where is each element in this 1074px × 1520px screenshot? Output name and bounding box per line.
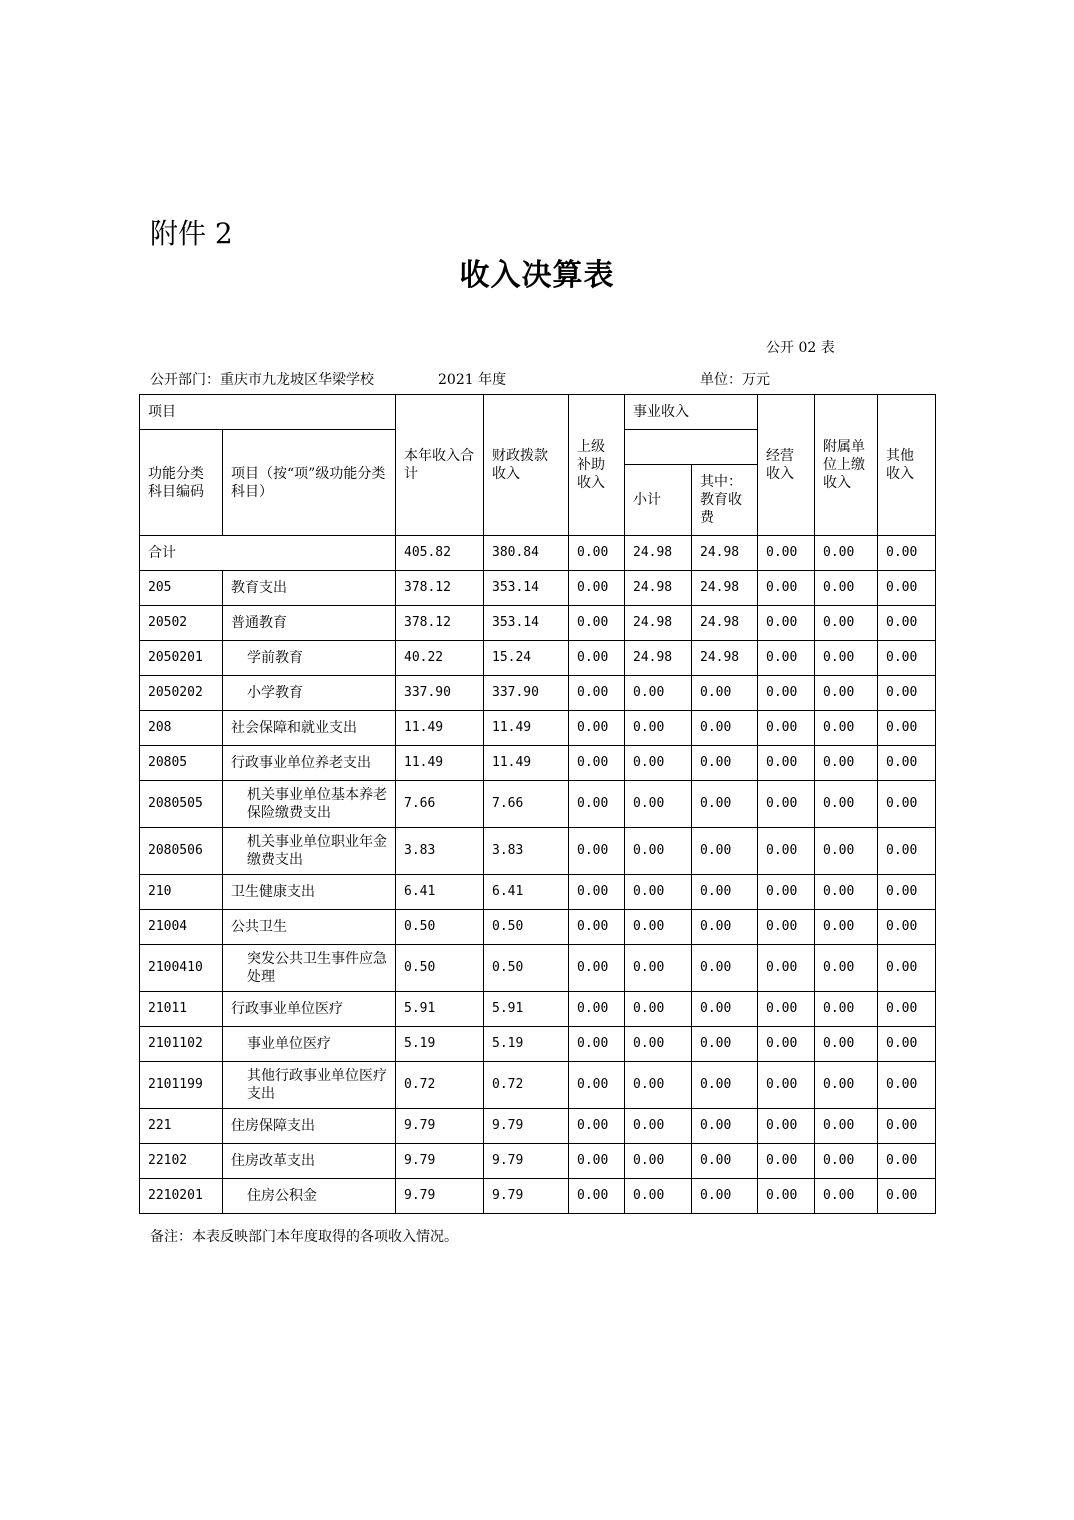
row-value: 0.00: [758, 711, 815, 746]
row-name: 行政事业单位医疗: [223, 992, 396, 1027]
row-value: 6.41: [484, 875, 569, 910]
row-value: 7.66: [396, 781, 484, 828]
header-subsidy: 上级补助收入: [569, 395, 625, 536]
header-other: 其他收入: [878, 395, 936, 536]
row-value: 24.98: [625, 606, 692, 641]
row-value: 0.72: [396, 1062, 484, 1109]
row-value: 0.00: [758, 606, 815, 641]
row-value: 0.00: [878, 1179, 936, 1214]
row-value: 0.00: [758, 781, 815, 828]
row-value: 0.00: [692, 910, 758, 945]
row-value: 0.00: [569, 828, 625, 875]
header-fiscal: 财政拨款收入: [484, 395, 569, 536]
table-row: [140, 875, 936, 910]
header-operating: 经营收入: [758, 395, 815, 536]
table-row: [140, 711, 936, 746]
row-value: 0.00: [758, 1179, 815, 1214]
row-value: 0.00: [692, 781, 758, 828]
row-value: 0.00: [878, 1144, 936, 1179]
row-value: 0.00: [878, 910, 936, 945]
row-value: 0.50: [396, 945, 484, 992]
row-code: 205: [140, 571, 223, 606]
row-value: 9.79: [484, 1179, 569, 1214]
row-value: 9.79: [396, 1109, 484, 1144]
row-value: 0.00: [878, 781, 936, 828]
table-row: [140, 676, 936, 711]
row-value: 0.00: [815, 1062, 878, 1109]
header-business-spacer: [625, 430, 758, 465]
row-value: 0.00: [692, 1027, 758, 1062]
table-row: [140, 571, 936, 606]
department-label: 公开部门：重庆市九龙坡区华梁学校: [150, 372, 374, 388]
table-row: [140, 1062, 936, 1109]
row-value: 0.00: [569, 910, 625, 945]
table-note: 备注：本表反映部门本年度取得的各项收入情况。: [150, 1229, 458, 1245]
table-row: [140, 606, 936, 641]
form-number: 公开 02 表: [766, 340, 835, 356]
row-value: 0.00: [758, 746, 815, 781]
row-value: 0.00: [569, 606, 625, 641]
header-subtotal: 小计: [625, 465, 692, 536]
income-table: [139, 394, 936, 1214]
table-row: [140, 641, 936, 676]
row-value: 0.00: [878, 606, 936, 641]
row-value: 0.00: [878, 992, 936, 1027]
total-value: 0.00: [758, 536, 815, 571]
row-value: 40.22: [396, 641, 484, 676]
row-value: 0.00: [569, 746, 625, 781]
row-value: 0.00: [878, 1109, 936, 1144]
row-value: 0.50: [484, 945, 569, 992]
row-value: 11.49: [396, 711, 484, 746]
total-value: 24.98: [625, 536, 692, 571]
header-business: 事业收入: [625, 395, 758, 430]
row-value: 0.00: [815, 746, 878, 781]
row-value: 0.00: [878, 711, 936, 746]
row-value: 11.49: [396, 746, 484, 781]
row-code: 20502: [140, 606, 223, 641]
row-name: 住房公积金: [223, 1179, 396, 1214]
row-value: 0.00: [569, 571, 625, 606]
row-value: 0.00: [758, 1109, 815, 1144]
row-value: 0.00: [569, 1179, 625, 1214]
total-value: 380.84: [484, 536, 569, 571]
row-value: 0.00: [815, 992, 878, 1027]
header-project: 项目: [140, 395, 396, 430]
row-value: 0.00: [692, 711, 758, 746]
row-value: 0.00: [758, 571, 815, 606]
row-value: 0.00: [692, 992, 758, 1027]
row-name: 学前教育: [223, 641, 396, 676]
row-value: 0.00: [692, 1109, 758, 1144]
table-row: [140, 910, 936, 945]
row-value: 353.14: [484, 606, 569, 641]
row-value: 0.00: [758, 828, 815, 875]
row-value: 0.50: [396, 910, 484, 945]
row-value: 0.00: [625, 781, 692, 828]
row-value: 378.12: [396, 606, 484, 641]
row-value: 0.00: [692, 945, 758, 992]
row-value: 0.00: [758, 992, 815, 1027]
row-code: 2101102: [140, 1027, 223, 1062]
total-value: 0.00: [569, 536, 625, 571]
row-value: 0.00: [625, 875, 692, 910]
row-value: 0.00: [758, 910, 815, 945]
row-code: 2100410: [140, 945, 223, 992]
row-name: 机关事业单位基本养老保险缴费支出: [223, 781, 396, 828]
row-name: 住房保障支出: [223, 1109, 396, 1144]
table-row: [140, 1179, 936, 1214]
row-value: 3.83: [396, 828, 484, 875]
row-value: 0.00: [625, 676, 692, 711]
row-value: 0.00: [815, 571, 878, 606]
row-value: 0.00: [625, 828, 692, 875]
row-value: 0.00: [569, 875, 625, 910]
row-value: 0.00: [878, 828, 936, 875]
row-value: 0.00: [569, 676, 625, 711]
row-value: 0.00: [758, 676, 815, 711]
row-value: 0.00: [815, 1109, 878, 1144]
header-name: 项目（按“项”级功能分类科目）: [223, 430, 396, 536]
row-value: 24.98: [692, 606, 758, 641]
row-value: 0.00: [625, 711, 692, 746]
row-value: 6.41: [396, 875, 484, 910]
row-code: 2050201: [140, 641, 223, 676]
row-name: 住房改革支出: [223, 1144, 396, 1179]
row-name: 其他行政事业单位医疗支出: [223, 1062, 396, 1109]
row-value: 0.00: [625, 746, 692, 781]
row-value: 0.00: [878, 1062, 936, 1109]
row-name: 突发公共卫生事件应急处理: [223, 945, 396, 992]
row-value: 0.50: [484, 910, 569, 945]
row-value: 15.24: [484, 641, 569, 676]
row-value: 0.00: [692, 828, 758, 875]
row-name: 卫生健康支出: [223, 875, 396, 910]
row-value: 353.14: [484, 571, 569, 606]
table-row: [140, 992, 936, 1027]
total-row: [140, 536, 936, 571]
row-value: 3.83: [484, 828, 569, 875]
row-code: 221: [140, 1109, 223, 1144]
row-value: 0.00: [569, 992, 625, 1027]
header-affiliated: 附属单位上缴收入: [815, 395, 878, 536]
row-value: 0.00: [815, 711, 878, 746]
row-value: 0.00: [878, 746, 936, 781]
table-row: [140, 945, 936, 992]
table-row: [140, 1109, 936, 1144]
table-row: [140, 781, 936, 828]
row-value: 5.19: [484, 1027, 569, 1062]
row-value: 0.00: [569, 1144, 625, 1179]
row-value: 0.00: [692, 1179, 758, 1214]
row-value: 0.00: [815, 606, 878, 641]
row-value: 0.00: [878, 676, 936, 711]
row-value: 0.00: [878, 875, 936, 910]
row-value: 0.72: [484, 1062, 569, 1109]
row-value: 0.00: [815, 828, 878, 875]
row-value: 0.00: [878, 571, 936, 606]
row-value: 0.00: [625, 1179, 692, 1214]
row-value: 24.98: [625, 641, 692, 676]
row-value: 5.91: [484, 992, 569, 1027]
row-name: 机关事业单位职业年金缴费支出: [223, 828, 396, 875]
row-value: 0.00: [815, 1027, 878, 1062]
table-row: [140, 1144, 936, 1179]
row-code: 22102: [140, 1144, 223, 1179]
row-value: 0.00: [569, 711, 625, 746]
row-value: 0.00: [625, 1109, 692, 1144]
row-value: 0.00: [878, 1027, 936, 1062]
row-value: 0.00: [625, 1027, 692, 1062]
total-value: 405.82: [396, 536, 484, 571]
row-code: 2080506: [140, 828, 223, 875]
row-value: 0.00: [758, 875, 815, 910]
row-name: 教育支出: [223, 571, 396, 606]
row-value: 0.00: [625, 1144, 692, 1179]
row-name: 普通教育: [223, 606, 396, 641]
row-value: 337.90: [484, 676, 569, 711]
row-code: 2101199: [140, 1062, 223, 1109]
row-value: 0.00: [815, 910, 878, 945]
row-value: 24.98: [692, 641, 758, 676]
attachment-label: 附件 2: [150, 217, 233, 250]
row-value: 9.79: [484, 1144, 569, 1179]
row-value: 378.12: [396, 571, 484, 606]
table-row: [140, 746, 936, 781]
row-value: 0.00: [815, 875, 878, 910]
row-value: 0.00: [815, 1179, 878, 1214]
row-value: 9.79: [484, 1109, 569, 1144]
row-code: 2050202: [140, 676, 223, 711]
row-value: 0.00: [692, 1062, 758, 1109]
row-value: 0.00: [815, 945, 878, 992]
row-code: 2080505: [140, 781, 223, 828]
row-value: 0.00: [758, 641, 815, 676]
row-value: 0.00: [625, 992, 692, 1027]
row-value: 0.00: [758, 945, 815, 992]
row-name: 社会保障和就业支出: [223, 711, 396, 746]
row-value: 0.00: [625, 910, 692, 945]
row-value: 0.00: [625, 945, 692, 992]
row-value: 11.49: [484, 746, 569, 781]
row-value: 0.00: [569, 641, 625, 676]
row-value: 0.00: [692, 1144, 758, 1179]
row-value: 0.00: [569, 945, 625, 992]
row-value: 11.49: [484, 711, 569, 746]
row-value: 0.00: [692, 875, 758, 910]
row-value: 0.00: [569, 1062, 625, 1109]
row-value: 0.00: [625, 1062, 692, 1109]
row-value: 0.00: [569, 1109, 625, 1144]
row-value: 0.00: [758, 1144, 815, 1179]
row-value: 9.79: [396, 1179, 484, 1214]
row-value: 0.00: [758, 1062, 815, 1109]
row-value: 9.79: [396, 1144, 484, 1179]
row-code: 2210201: [140, 1179, 223, 1214]
row-value: 0.00: [815, 781, 878, 828]
total-value: 24.98: [692, 536, 758, 571]
header-edu-fee: 其中：教育收费: [692, 465, 758, 536]
row-code: 21004: [140, 910, 223, 945]
row-value: 0.00: [692, 676, 758, 711]
row-value: 0.00: [878, 641, 936, 676]
row-value: 0.00: [758, 1027, 815, 1062]
page-title: 收入决算表: [459, 258, 615, 293]
row-value: 5.91: [396, 992, 484, 1027]
row-value: 5.19: [396, 1027, 484, 1062]
header-total: 本年收入合计: [396, 395, 484, 536]
row-name: 行政事业单位养老支出: [223, 746, 396, 781]
row-value: 24.98: [692, 571, 758, 606]
total-value: 0.00: [878, 536, 936, 571]
row-code: 208: [140, 711, 223, 746]
total-label: 合计: [140, 536, 396, 571]
table-row: [140, 1027, 936, 1062]
row-code: 210: [140, 875, 223, 910]
row-value: 7.66: [484, 781, 569, 828]
header-row-1: [140, 395, 936, 430]
table-row: [140, 828, 936, 875]
row-value: 0.00: [815, 641, 878, 676]
unit-label: 单位：万元: [700, 372, 770, 388]
total-value: 0.00: [815, 536, 878, 571]
row-value: 337.90: [396, 676, 484, 711]
row-name: 公共卫生: [223, 910, 396, 945]
row-value: 0.00: [569, 1027, 625, 1062]
row-value: 0.00: [878, 945, 936, 992]
row-value: 0.00: [815, 676, 878, 711]
fiscal-year: 2021 年度: [438, 372, 507, 388]
row-name: 小学教育: [223, 676, 396, 711]
row-value: 0.00: [815, 1144, 878, 1179]
row-code: 20805: [140, 746, 223, 781]
row-value: 0.00: [569, 781, 625, 828]
row-value: 24.98: [625, 571, 692, 606]
row-value: 0.00: [692, 746, 758, 781]
row-name: 事业单位医疗: [223, 1027, 396, 1062]
header-code: 功能分类科目编码: [140, 430, 223, 536]
row-code: 21011: [140, 992, 223, 1027]
